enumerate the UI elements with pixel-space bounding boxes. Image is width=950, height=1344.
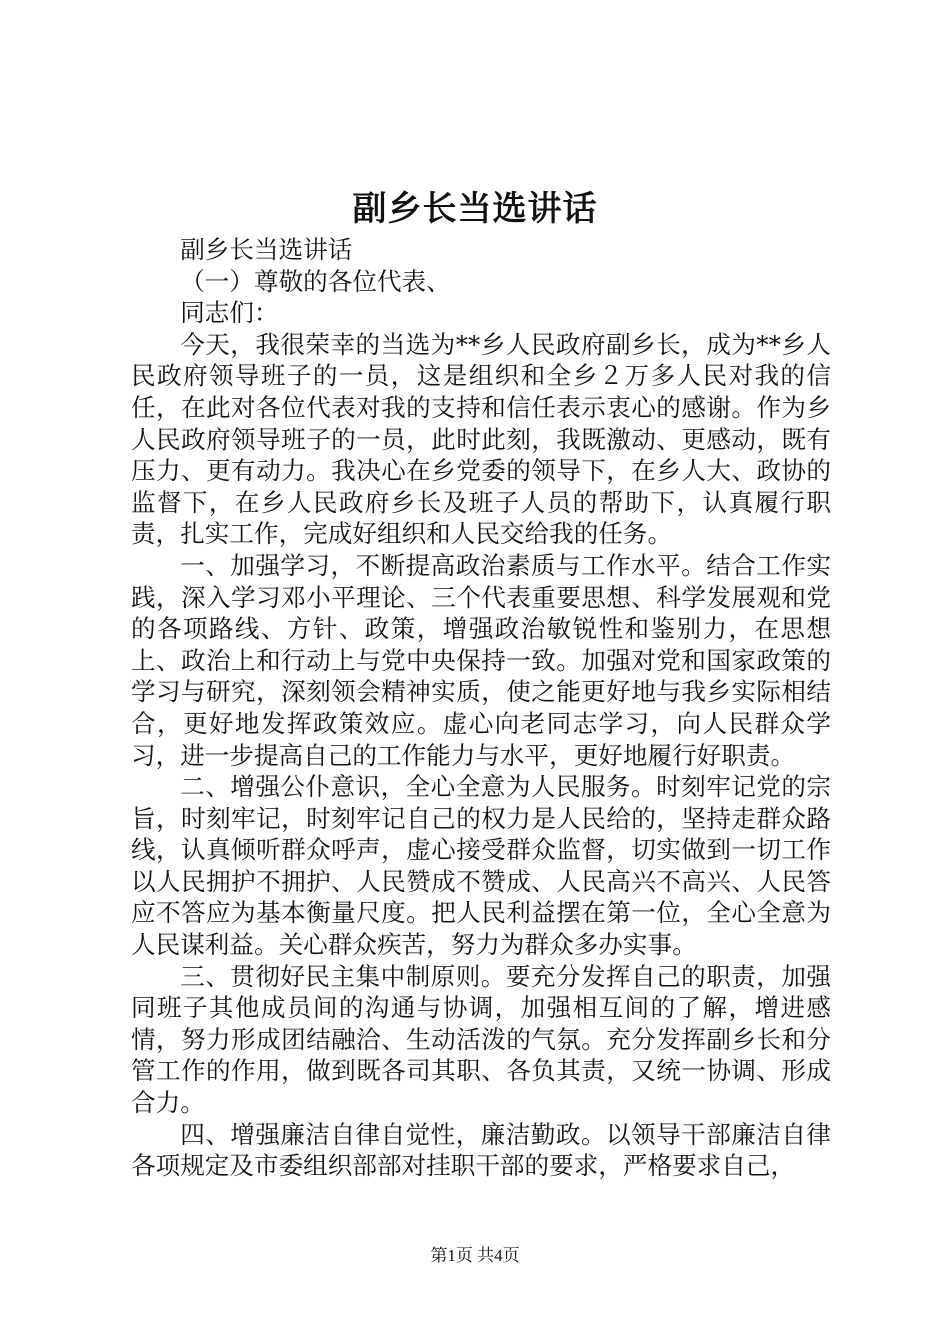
paragraph-point-1: 一、加强学习，不断提高政治素质与工作水平。结合工作实践，深入学习邓小平理论、三个代表重要思想、科学发展观和党的各项路线、方针、政策，增强政治敏锐性和鉴别力，在思想上、政治上和行动上与党中央保持一致。加强对党和国家政策的学习与研究，深刻领会精神实质，使之能更好地与我乡实际相结合，更好地发挥政策效应。虚心向老同志学习，向人民群众学习，进一步提高自己的工作能力与水平，更好地履行好职责。	[131, 550, 831, 770]
paragraph-point-2: 二、增强公仆意识，全心全意为人民服务。时刻牢记党的宗旨，时刻牢记，时刻牢记自己的权力是人民给的，坚持走群众路线，认真倾听群众呼声，虚心接受群众监督，切实做到一切工作以人民拥护不拥护、人民赞成不赞成、人民高兴不高兴、人民答应不答应为基本衡量尺度。把人民利益摆在第一位，全心全意为人民谋利益。关心群众疾苦，努力为群众多办实事。	[131, 772, 831, 960]
page-number-footer: 第1页 共4页	[430, 1246, 520, 1265]
document-body	[131, 234, 831, 1182]
paragraph-greeting: 同志们：	[180, 298, 279, 328]
paragraph-heading: 副乡长当选讲话	[180, 235, 353, 264]
paragraph-intro: 今天，我很荣幸的当选为**乡人民政府副乡长，成为**乡人民政府领导班子的一员，这是组织和全乡２万多人民对我的信任，在此对各位代表对我的支持和信任表示衷心的感谢。作为乡人民政府领导班子的一员，此时此刻，我既激动、更感动，既有压力、更有动力。我决心在乡党委的领导下，在乡人大、政协的监督下，在乡人民政府乡长及班子人员的帮助下，认真履行职责，扎实工作，完成好组织和人民交给我的任务。	[131, 329, 831, 549]
document-title: 副乡长当选讲话	[352, 189, 598, 229]
paragraph-point-3: 三、贯彻好民主集中制原则。要充分发挥自己的职责，加强同班子其他成员间的沟通与协调，加强相互间的了解，增进感情，努力形成团结融洽、生动活泼的气氛。充分发挥副乡长和分管工作的作用，做到既各司其职、各负其责，又统一协调、形成合力。	[131, 961, 831, 1118]
paragraph-point-4: 四、增强廉洁自律自觉性，廉洁勤政。以领导干部廉洁自律各项规定及市委组织部部对挂职干部的要求，严格要求自己，	[131, 1119, 831, 1181]
paragraph-salutation: （一）尊敬的各位代表、	[180, 266, 451, 296]
